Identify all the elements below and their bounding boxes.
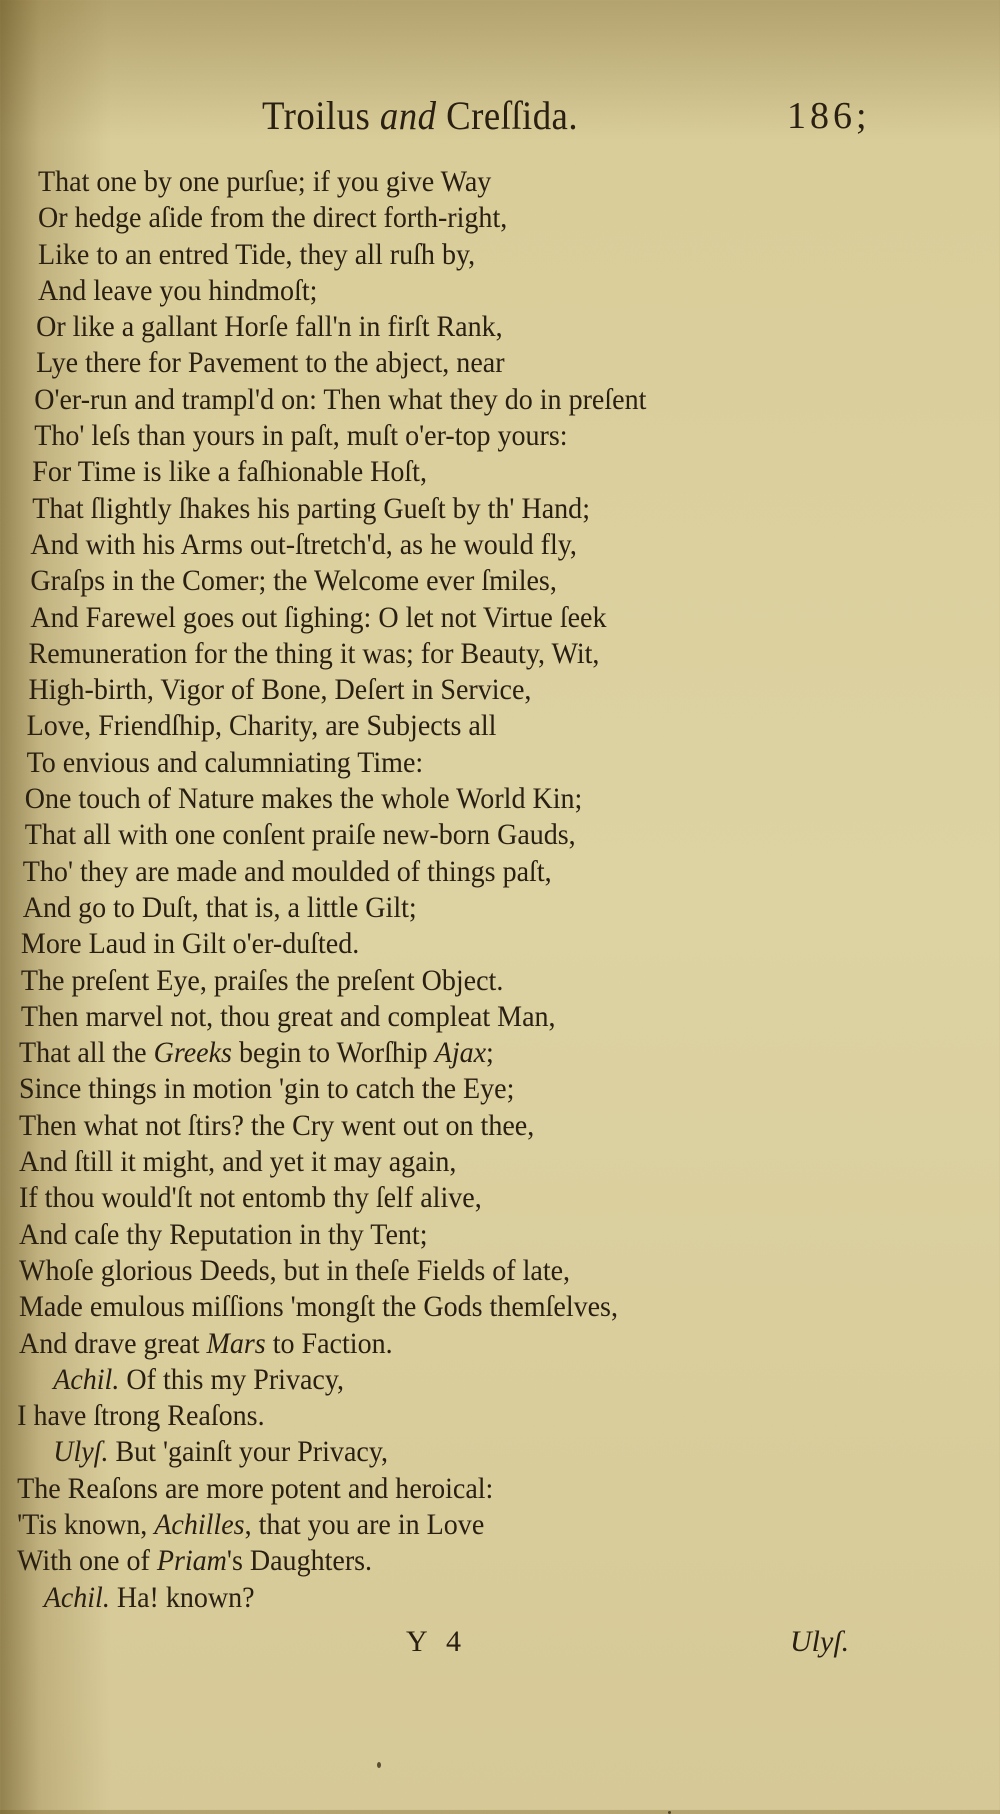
line-text: That all with one conſent praiſe new-born Gauds, [24,819,576,852]
verse-line [0,527,836,563]
verse-line [0,164,836,200]
verse-line [0,672,836,708]
verse-line [0,1071,836,1107]
signature-mark: Y 4 [406,1625,468,1658]
line-text: And ſtill it might, and yet it may again, [19,1146,457,1179]
verse-line [0,1035,836,1071]
line-text: But 'gainſt your Privacy, [108,1436,389,1469]
line-text: If thou would'ſt not entomb thy ſelf alive, [19,1182,482,1215]
line-text: Then what not ſtirs? the Cry went out on thee, [19,1109,535,1142]
verse-line [0,491,836,527]
line-text: Graſps in the Comer; the Welcome ever ſmiles, [30,565,557,598]
verse-line [0,926,836,962]
verse-text [0,164,880,1616]
italic-name: Greeks [153,1037,232,1070]
verse-line [0,454,836,490]
verse-line [0,1289,836,1325]
line-text: With one of [17,1545,157,1578]
line-text: More Laud in Gilt o'er-duſted. [20,928,360,961]
verse-line [0,817,836,853]
verse-line [0,600,836,636]
line-text: 'Tis known, [17,1508,155,1541]
verse-line [0,1180,836,1216]
line-text: Remuneration for the thing it was; for Beauty, Wit, [28,637,600,670]
verse-line [0,309,836,345]
line-text: That all the [19,1037,154,1070]
verse-line [0,273,836,309]
line-text: begin to Worſhip [231,1037,435,1070]
verse-line [0,963,836,999]
page-footer [0,1625,1000,1675]
verse-line [0,382,836,418]
verse-line [0,345,836,381]
line-text: The Reaſons are more potent and heroical: [17,1472,494,1505]
line-text: to Faction. [265,1327,393,1360]
verse-line [0,781,836,817]
verse-line [0,1217,836,1253]
verse-line [0,1580,836,1616]
italic-name: Priam [156,1545,227,1578]
line-text: For Time is like a faſhionable Hoſt, [32,456,427,489]
line-text: Tho' they are made and moulded of things paſt, [22,855,552,888]
line-text: Lye there for Pavement to the abject, near [36,347,505,380]
line-text: To envious and calumniating Time: [26,746,424,779]
verse-line [0,1507,836,1543]
verse-line [0,745,836,781]
verse-line [0,1253,836,1289]
verse-line [0,1144,836,1180]
page-number: 186; [787,95,871,137]
line-text: And caſe thy Reputation in thy Tent; [19,1218,428,1251]
line-text: Made emulous miſſions 'mongſt the Gods themſelves, [19,1291,618,1324]
line-text: And go to Duſt, that is, a little Gilt; [22,891,417,924]
verse-line [0,237,836,273]
line-text: High-birth, Vigor of Bone, Deſert in Service, [28,674,532,707]
line-text: 's Daughters. [226,1545,373,1578]
line-text: Or hedge aſide from the direct forth-right, [38,202,508,235]
running-title [262,92,578,139]
italic-name: Mars [206,1327,266,1360]
line-text: Or like a gallant Horſe fall'n in firſt Rank, [36,311,503,344]
line-text: I have ſtrong Reaſons. [17,1400,265,1433]
line-text: Ha! known? [109,1581,255,1614]
line-text: Like to an entred Tide, they all ruſh by, [38,238,476,271]
verse-line [0,854,836,890]
ink-speck [377,1762,381,1768]
verse-line [0,418,836,454]
line-text: The preſent Eye, praiſes the preſent Object. [20,964,504,997]
line-text: That ſlightly ſhakes his parting Gueſt by th' Hand; [32,492,590,525]
line-text: And leave you hindmoſt; [38,274,318,307]
verse-line [0,1326,836,1362]
line-text: That one by one purſue; if you give Way [38,166,492,198]
line-text: And with his Arms out-ſtretch'd, as he would fly, [30,528,577,561]
line-text: Love, Friendſhip, Charity, are Subjects all [26,710,497,743]
italic-name: Ulyſ. [53,1436,109,1469]
running-header [0,92,1000,152]
verse-line [0,200,836,236]
verse-line [0,1434,836,1470]
verse-line [0,890,836,926]
line-text: Of this my Privacy, [119,1363,345,1396]
italic-name: Achil. [43,1581,110,1614]
verse-line [0,1543,836,1579]
line-text: ; [486,1037,494,1070]
verse-line [0,708,836,744]
italic-name: Achilles [154,1508,245,1541]
title-part: Creſſida. [436,93,579,138]
catchword: Ulyſ. [790,1625,850,1658]
verse-line [0,1362,836,1398]
title-italic: and [379,93,437,138]
line-text: And drave great [19,1327,207,1360]
line-text: O'er-run and trampl'd on: Then what they do in preſent [34,383,647,416]
line-text: One touch of Nature makes the whole World Kin; [24,783,583,816]
line-text: , that you are in Love [244,1508,485,1541]
line-text: Whoſe glorious Deeds, but in theſe Fields of late, [19,1254,571,1287]
verse-line [0,1108,836,1144]
verse-line [0,1398,836,1434]
italic-name: Achil. [53,1363,120,1396]
line-text: Since things in motion 'gin to catch the Eye; [19,1073,515,1106]
title-part: Troilus [262,93,380,138]
verse-line [0,563,836,599]
line-text: Tho' leſs than yours in paſt, muſt o'er-top yours: [34,420,568,453]
verse-line [0,999,836,1035]
line-text: And Farewel goes out ſighing: O let not Virtue ſeek [30,601,607,634]
verse-line [0,636,836,672]
italic-name: Ajax [434,1037,487,1070]
line-text: Then marvel not, thou great and compleat Man, [20,1000,556,1033]
verse-line [0,1471,836,1507]
